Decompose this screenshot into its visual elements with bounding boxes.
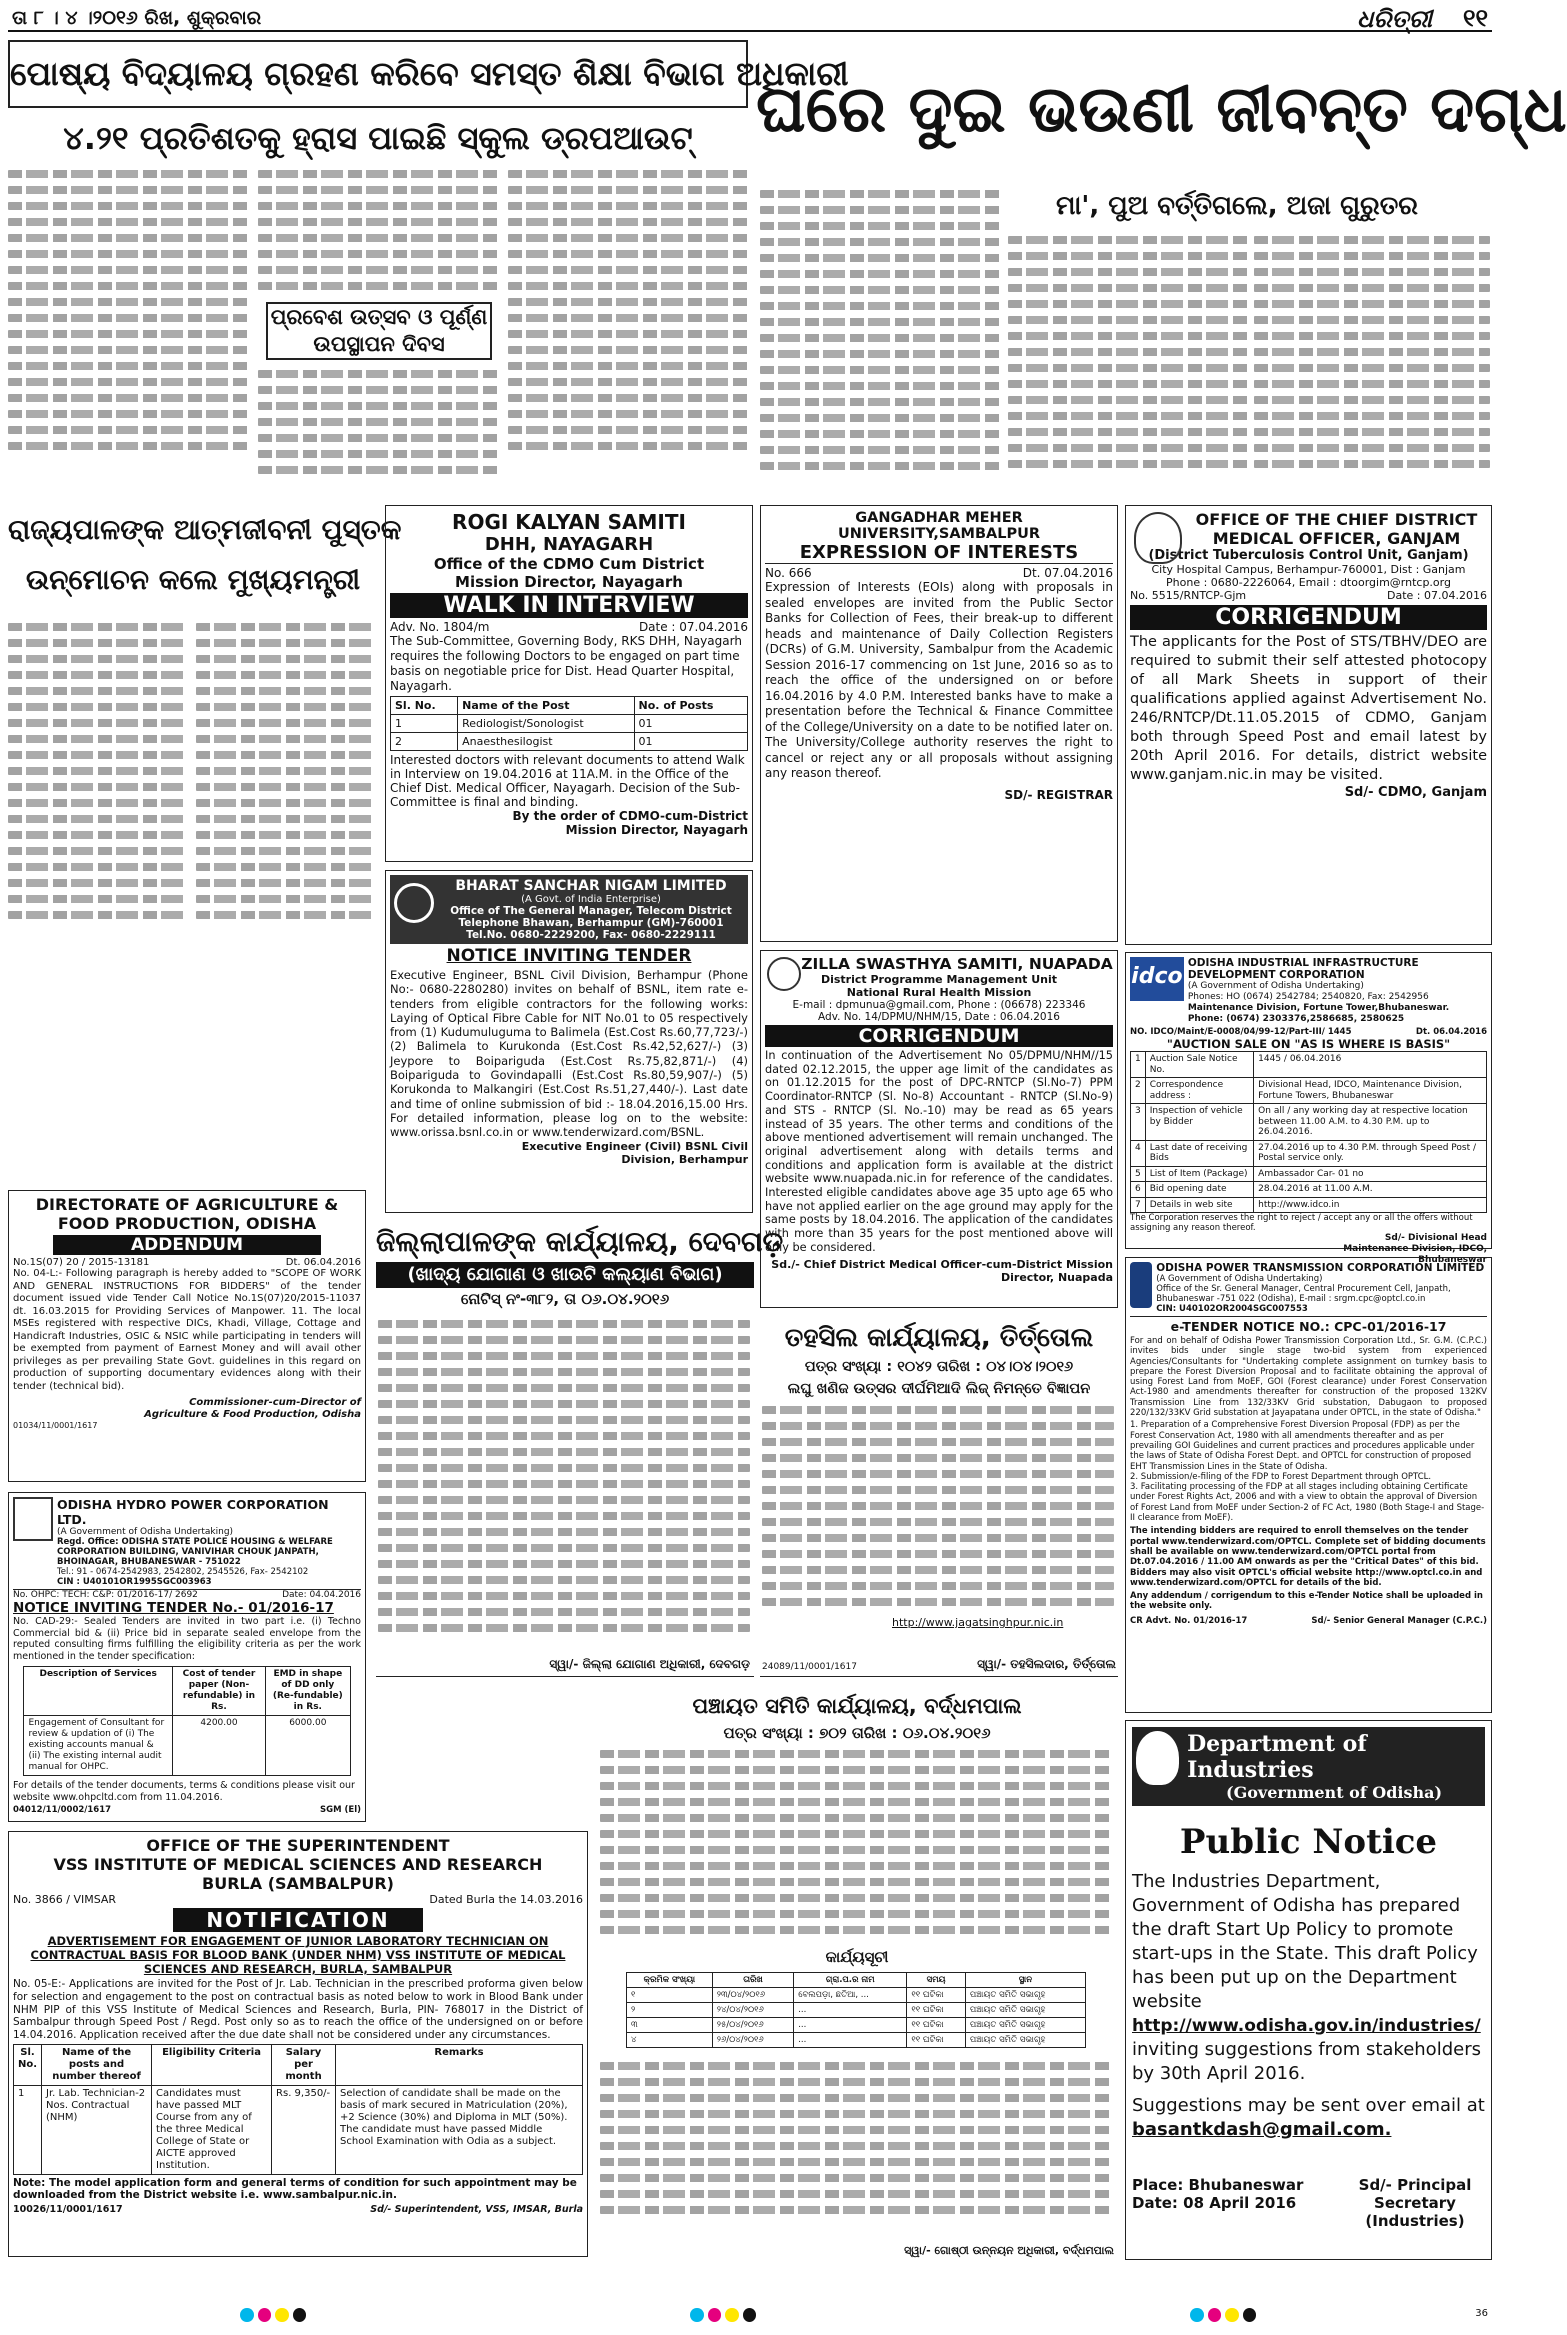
bsnl-addr: Telephone Bhawan, Berhampur (GM)-760001 [458, 917, 724, 929]
table-row: ୨ ୨୪/୦୪/୨୦୧୬ ... ୧୧ ଘଟିକା ପଞ୍ଚାୟତ ସମିତି ସଭାଗୃହ [627, 2003, 1086, 2018]
panchayat-sign: ସ୍ୱା/- ଗୋଷ୍ଠୀ ଉନ୍ନୟନ ଅଧିକାରୀ, ବର୍ଦ୍ଧମପାଲ [904, 2244, 1114, 2257]
rks-table: Sl. No. Name of the Post No. of Posts 1 Rediologist/Sonologist 01 2 Anaesthesilogist 01 [390, 696, 748, 751]
collector-sign: ସ୍ୱା/- ଜିଲ୍ଲା ଯୋଗାଣ ଅଧିକାରୀ, ଦେବଗଡ଼ [549, 1657, 750, 1671]
tahasil-sub: ଲଘୁ ଖଣିଜ ଉତ୍ସର ଦୀର୍ଘମିଆଦି ଲିଜ୍ ନିମନ୍ତେ ବିଜ୍ଞାପନ [787, 1381, 1091, 1397]
bsnl-sub: (A Govt. of India Enterprise) [521, 894, 661, 905]
ohpc-office: Regd. Office: ODISHA STATE POLICE HOUSING & WELFARE CORPORATION BUILDING, VANIVIHAR CHOUK JANPATH, BHOINAGAR, BHUBANESWAR - 751022 [57, 1537, 333, 1567]
tahasil-sign: ସ୍ୱା/- ତହସିଲଦାର, ତିର୍ତ୍ତୋଲ [977, 1657, 1116, 1671]
industries-place: Place: Bhubaneswar [1132, 2176, 1304, 2194]
ad-cdmo-ganjam [1125, 505, 1492, 945]
table-row: Engagement of Consultant for review & updation of (i) The existing accounts manual & (ii) The existing internal audit manual for OHPC. 4200.00 6000.00 [24, 1716, 350, 1776]
vss-table: Sl. No. Name of the posts and number thereof Eligibility Criteria Salary per month Remarks 1 Jr. Lab. Technician-2 Nos. Contractual (NHM) Candidates must have passed MLT Course from any of the three Medical College of State or AICTE approved Institution. Rs. 9,350/- Selection of candidate shall be made on the basis of mark secured in Matriculation (20%), +2 Science (30%) and Diploma in MLT (50%). The candidate must have passed Middle School Examination with Odia as a subject. [13, 2044, 583, 2175]
optcl-sub: (A Government of Odisha Undertaking) [1156, 1274, 1323, 1284]
ohpc-footer: For details of the tender documents, terms & conditions please visit our website www.ohpcltd.com from 11.04.2016. [13, 1780, 355, 1803]
collector-body [378, 1320, 750, 1640]
industries-sign: Sd/- Principal Secretary (Industries) [1358, 2176, 1472, 2230]
optcl-item-2: 2. Submission/e-filing of the FDP to Forest Department through OPTCL. [1130, 1471, 1432, 1482]
idco-logo-icon: idco [1130, 957, 1184, 1001]
table-row: 1 Jr. Lab. Technician-2 Nos. Contractual (NHM) Candidates must have passed MLT Course from any of the three Medical College of State or AICTE approved Institution. Rs. 9,350/- Selection of candidate shall be made on the basis of mark secured in Matriculation (20%), +2 Science (30%) and Diploma in MLT (50%). The candidate must have passed Middle School Examination with Odia as a subject. [14, 2085, 583, 2174]
idco-banner: "AUCTION SALE ON "AS IS WHERE IS BASIS" [1166, 1037, 1451, 1051]
table-row: 7 Details in web site http://www.idco.in [1131, 1197, 1487, 1213]
agri-date: Dt. 06.04.2016 [285, 1257, 361, 1268]
story2-headline: ଘରେ ଦୁଇ ଭଉଣୀ ଜୀବନ୍ତ ଦଗ୍ଧ [756, 73, 1567, 147]
optcl-logo-icon [1130, 1262, 1152, 1308]
idco-title: ODISHA INDUSTRIAL INFRASTRUCTURE DEVELOPMENT CORPORATION [1187, 957, 1419, 981]
ohpc-cin: CIN : U40101OR1995SGC003963 [57, 1577, 212, 1587]
nuapada-sub: District Programme Management Unit [820, 973, 1058, 986]
ganjam-banner: CORRIGENDUM [1130, 605, 1487, 630]
vss-title2: VSS INSTITUTE OF MEDICAL SCIENCES AND RESEARCH [53, 1855, 543, 1874]
table-row: ୪ ୨୬/୦୪/୨୦୧୬ ... ୧୧ ଘଟିକା ପଞ୍ଚାୟତ ସମିତି ସଭାଗୃହ [627, 2033, 1086, 2048]
story1-body-col2b [258, 370, 498, 482]
bsnl-sign: Executive Engineer (Civil) BSNL Civil Division, Berhampur [521, 1139, 748, 1166]
masthead [8, 4, 1492, 32]
page-code: 36 [1475, 2308, 1488, 2319]
optcl-sign: Sd/- Senior General Manager (C.P.C.) [1311, 1615, 1487, 1626]
ohpc-sub: (A Government of Odisha Undertaking) [57, 1527, 234, 1537]
idco-sign: Sd/- Divisional Head Maintenance Division, IDCO, Bhubaneswar [1343, 1233, 1487, 1265]
story2-body-col3 [1254, 236, 1490, 476]
table-row: 2 Anaesthesilogist 01 [391, 733, 748, 751]
table-row: 3 Inspection of vehicle by Bidder On all / any working day at respective location between 11.00 A.M. to 4.30 P.M. up to 26.04.2016. [1131, 1104, 1487, 1141]
bsnl-logo-icon [394, 883, 434, 923]
tahasil-title: ତହସିଲ କାର୍ଯ୍ୟାଳୟ, ତିର୍ତ୍ତୋଲ [784, 1323, 1094, 1353]
rks-date: Date : 07.04.2016 [638, 620, 748, 634]
panchayat-sub: କାର୍ଯ୍ୟସୂଚୀ [825, 1948, 889, 1966]
story-school-adoption [8, 40, 849, 490]
story1-boxed-subhead: ପ୍ରବେଶ ଉତ୍ସବ ଓ ପୂର୍ଣ୍ଣ ଉପସ୍ଥାପନ ଦିବସ [266, 302, 492, 360]
ad-department-of-industries [1125, 1720, 1492, 2260]
ganjam-sign: Sd/- CDMO, Ganjam [1344, 785, 1487, 800]
gmu-no: No. 666 [765, 566, 812, 580]
idco-no: NO. IDCO/Maint/E-0008/04/99-12/Part-III/ 1445 [1130, 1027, 1352, 1037]
idco-phone2: Phone: (0674) 2303376,2586685, 2580625 [1187, 1014, 1405, 1024]
gmu-sign: SD/- REGISTRAR [1004, 787, 1113, 802]
ohpc-date: Date: 04.04.2016 [282, 1590, 361, 1600]
tahasil-letter: ପତ୍ର ସଂଖ୍ୟା : ୧୦୪୨ ତାରିଖ : ୦୪।୦୪।୨୦୧୬ [804, 1359, 1074, 1375]
ohpc-no: No. OHPC: TECH: C&P: 01/2016-17/ 2692 [13, 1590, 198, 1600]
optcl-item-1: 1. Preparation of a Comprehensive Forest Diversion Proposal (FDP) as per the Forest Conservation Act, 1980 with all amendments thereafter and as per prevailing GOI Guidelines and current practices and procedures applicable under the laws of State of Odisha Forest Dept. and OPTCL for construction of proposed EHT Transmission Lines in the State of Odisha. [1130, 1420, 1475, 1472]
vss-code: 10026/11/0001/1617 [13, 2203, 123, 2215]
vss-date: Dated Burla the 14.03.2016 [429, 1893, 583, 1906]
ganjam-body: The applicants for the Post of STS/TBHV/DEO are required to submit their self attested photocopy of all Mark Sheets in support of their qualifications applied against Advertisement No. 246/RNTCP/Dt.11.05.2015 of CDMO, Ganjam both through Speed Post and email latest by 20th April 2016. For details, district website www.ganjam.nic.in may be visited. [1130, 634, 1487, 783]
panchayat-table: କ୍ରମିକ ସଂଖ୍ୟା ତାରିଖ ଗ୍ରା.ପ.ର ନାମ ସମୟ ସ୍ଥାନ ୧ ୨୩/୦୪/୨୦୧୬ ବେଲପଡ଼ା, ଛତିଆ, ... ୧୧ ଘଟିକା ପଞ୍ଚାୟତ ସମିତି ସଭାଗୃହ ୨ ୨୪/୦୪/୨୦୧୬ ... ୧୧ ଘଟିକା ପଞ୍ଚାୟତ ସମିତି ସଭାଗୃହ ୩ ୨୫/୦୪/୨୦୧୬ ... ୧୧ ଘଟିକା ପଞ୍ଚାୟତ ସମିତି ସଭାଗୃହ ୪ ୨୬/୦୪/୨୦୧୬ ... ୧୧ ଘଟିକା ପଞ୍ଚାୟତ ସମିତି ସଭାଗୃହ [626, 1972, 1086, 2048]
industries-body2: inviting suggestions from stakeholders by 30th April 2016. [1132, 2039, 1481, 2084]
vss-banner: NOTIFICATION [173, 1908, 423, 1932]
ad-tahasil-tirtol [760, 1320, 1118, 1677]
gmu-banner: EXPRESSION OF INTERESTS [765, 542, 1113, 564]
industries-gov: (Government of Odisha) [1226, 1783, 1443, 1802]
vss-title: OFFICE OF THE SUPERINTENDENT [146, 1836, 450, 1855]
gmu-title: GANGADHAR MEHER UNIVERSITY,SAMBALPUR [837, 510, 1041, 542]
story-governor-book [8, 505, 402, 1115]
nuapada-email: E-mail : dpmunua@gmail.com, Phone : (06678) 223346 [792, 999, 1086, 1011]
story1-headline: ପୋଷ୍ୟ ବିଦ୍ୟାଳୟ ଗ୍ରହଣ କରିବେ ସମସ୍ତ ଶିକ୍ଷା ବିଭାଗ ଅଧିକାରୀ [8, 40, 748, 108]
idco-sub: (A Government of Odisha Undertaking) [1187, 981, 1364, 991]
table-row: ୧ ୨୩/୦୪/୨୦୧୬ ବେଲପଡ଼ା, ଛତିଆ, ... ୧୧ ଘଟିକା ପଞ୍ଚାୟତ ସମିତି ସଭାଗୃହ [627, 1988, 1086, 2003]
rks-footer: Interested doctors with relevant documents to attend Walk in Interview on 19.04.2016 at 11A.M. in the Office of the Chief Dist. Medical Officer, Nayagarh. Decision of the Sub-Committee is final and binding. [390, 753, 745, 809]
optcl-office: Office of the Sr. General Manager, Central Procurement Cell, Janpath, Bhubaneswar -751 022 (Odisha), E-mail : srgm.cpc@optcl.co.in [1156, 1284, 1451, 1304]
vss-title3: BURLA (SAMBALPUR) [202, 1874, 394, 1893]
bsnl-office: Office of The General Manager, Telecom District [450, 905, 732, 917]
story2-subhead: ମା', ପୁଅ ବର୍ତ୍ତିଗଲେ, ଅଜା ଗୁରୁତର [1056, 191, 1419, 221]
rks-title: ROGI KALYAN SAMITI [452, 510, 686, 534]
ganjam-date: Date : 07.04.2016 [1387, 589, 1487, 602]
ad-bsnl-tender [385, 870, 753, 1213]
table-row: 2 Correspondence address : Divisional Head, IDCO, Maintenance Division, Fortune Towers, Bhubaneswar [1131, 1078, 1487, 1104]
story-sisters-burnt [756, 40, 1567, 490]
ad-idco-auction [1125, 952, 1492, 1265]
industries-dept: Department of Industries [1187, 1731, 1367, 1783]
ad-zilla-swasthya-nuapada [760, 950, 1118, 1308]
ad-collector-deogarh [376, 1222, 784, 1677]
ganjam-no: No. 5515/RNTCP-Gjm [1130, 589, 1247, 602]
bsnl-title: BHARAT SANCHAR NIGAM LIMITED [455, 878, 727, 894]
ohpc-banner: NOTICE INVITING TENDER No.- 01/2016-17 [13, 1600, 334, 1616]
ad-optcl-etender [1125, 1257, 1492, 1713]
panchayat-body [600, 1750, 1112, 1942]
collector-title: ଜିଲ୍ଲାପାଳଙ୍କ କାର୍ଯ୍ୟାଳୟ, ଦେବଗଡ଼ [376, 1225, 784, 1258]
gmu-body: Expression of Interests (EOIs) along with proposals in sealed envelopes are invited from the Public Sector Banks for Collection of Fees, their break-up to different heads and maintenance of Daily Collection Registers (DCRs) of G.M. University, Sambalpur from the Academic Session 2016-17 commencing on 1st June, 2016 so as to reach the office of the undersigned on or before 16.04.2016 by 4.0 P.M. Interested banks have to make a presentation before the Technical & Finance Committee of the College/University on a date to be notified later on. The University/College authority reserves the right to cancel or reject any or all proposals without assigning any reason thereof. [765, 580, 1113, 780]
story3-headline-2: ଉନ୍ମୋଚନ କଲେ ମୁଖ୍ୟମନ୍ତ୍ରୀ [25, 563, 361, 596]
optcl-title: ODISHA POWER TRANSMISSION CORPORATION LIMITED [1156, 1262, 1485, 1274]
rks-office: Office of the CDMO Cum District Mission Director, Nayagarh [433, 555, 705, 591]
idco-office: Maintenance Division, Fortune Tower,Bhubaneswar. [1187, 1003, 1450, 1013]
panchayat-letter: ପତ୍ର ସଂଖ୍ୟା : ୭୦୨ ତାରିଖ : ୦୬.୦୪.୨୦୧୬ [723, 1724, 991, 1742]
story2-body-col2 [1008, 236, 1248, 476]
optcl-addendum: Any addendum / corrigendum to this e-Tender Notice shall be uploaded in the website only. [1130, 1591, 1483, 1612]
industries-email[interactable]: basantkdash@gmail.com. [1132, 2119, 1392, 2140]
ohpc-title: ODISHA HYDRO POWER CORPORATION LTD. [57, 1497, 329, 1527]
agri-code: 01034/11/0001/1617 [13, 1421, 98, 1430]
industries-body3: Suggestions may be sent over email at [1132, 2095, 1485, 2116]
table-row: 5 List of Item (Package) Ambassador Car- 01 no [1131, 1166, 1487, 1182]
collector-banner: (ଖାଦ୍ୟ ଯୋଗାଣ ଓ ଖାଉଟି କଲ୍ୟାଣ ବିଭାଗ) [376, 1262, 754, 1288]
agri-body: No. 04-L:- Following paragraph is hereby added to "SCOPE OF WORK AND GENERAL INSTRUCTIONS FOR BIDDERS" of the tender document issued vide Tender Call Notice No.1S(07)20/2015-11037 dt. 16.03.2015 for Providing Services of Manpower. 11. The local MSEs registered with respective DICs, Khadi, Village, Cottage and Handicraft Industries, OSIC & NSIC while participating in tenders will be exempted from payment of Earnest Money and will avail other privileges as per prevailing State Govt. guidelines in this regard on production of supporting documentary evidences along with their tender (technical bid). [13, 1268, 361, 1392]
ad-rogi-kalyan-samiti [385, 505, 753, 862]
ganjam-addr: City Hospital Campus, Berhampur-760001, Dist : Ganjam [1151, 563, 1466, 576]
nuapada-sub2: National Rural Health Mission [846, 986, 1032, 999]
tahasil-website[interactable]: http://www.jagatsinghpur.nic.in [892, 1616, 1064, 1629]
collector-notice: ନୋଟିସ୍ ନଂ-୩୮୨, ତା ୦୬.୦୪.୨୦୧୬ [460, 1290, 670, 1308]
ohpc-tel: Tel.: 91 - 0674-2542983, 2542802, 2545526, Fax- 2542102 [57, 1567, 309, 1577]
rks-sub: DHH, NAYAGARH [484, 534, 654, 555]
optcl-footer: The intending bidders are required to enroll themselves on the tender portal www.tenderwizard.com/OPTCL. Complete set of bidding documents shall be available on www.tenderwizard.com/OPTCL portal from Dt.07.04.2016 / 11.00 AM onwards as per the "Critical Dates" of this bid. Bidders may also visit OPTCL's official website http://www.optcl.co.in and www.tenderwizard.com/OPTCL for details of the bid. [1130, 1526, 1486, 1588]
idco-note: The Corporation reserves the right to reject / accept any or all the offers without assigning any reason thereof. [1130, 1213, 1473, 1233]
nuapada-sign: Sd./- Chief District Medical Officer-cum-District Mission Director, Nuapada [771, 1257, 1113, 1284]
vss-sign: Sd/- Superintendent, VSS, IMSAR, Burla [370, 2203, 583, 2215]
nrhm-logo-icon [767, 957, 801, 991]
ganjam-sub: (District Tuberculosis Control Unit, Ganjam) [1148, 548, 1469, 563]
panchayat-title: ପଞ୍ଚାୟତ ସମିତି କାର୍ଯ୍ୟାଳୟ, ବର୍ଦ୍ଧମପାଲ [692, 1694, 1022, 1718]
story1-subhead: ୪.୨୧ ପ୍ରତିଶତକୁ ହ୍ରାସ ପାଇଛି ସ୍କୁଲ ଡ୍ରପଆଉଟ୍ [63, 119, 693, 157]
bsnl-body: Executive Engineer, BSNL Civil Division, Berhampur (Phone No:- 0680-2280280) invites on behalf of BSNL, item rate e-tenders from eligible contractors for the following works: Laying of Optical Fibre Cable for NIT No.01 to 05 respectively from (1) Kudumuluguma to Balimela (Est.Cost Rs.60,77,723/-) (2) Balimela to Kurukonda (Est.Cost Rs.42,52,627/-) (3) Jeypore to Boipariguda (Est.Cost Rs.75,82,871/-) (4) Boipariguda to Govindapalli (Est.Cost Rs.80,59,907/-) (5) Korukonda to Malkangiri (Est.Cost Rs.51,27,440/-). Last date and time of online submission of bid :- 18.04.2016,15.00 Hrs. For detailed information, please log on to the website: www.orissa.bsnl.co.in or www.tenderwizard.com/BSNL. [390, 968, 748, 1140]
vss-note: Note: The model application form and general terms of condition for such appointment may be downloaded from the District website i.e. www.sambalpur.nic.in. [13, 2176, 577, 2202]
bsnl-banner: NOTICE INVITING TENDER [446, 946, 692, 966]
table-row: 6 Bid opening date 28.04.2016 at 11.00 A.M. [1131, 1182, 1487, 1198]
rks-sign: By the order of CDMO-cum-District Mission Director, Nayagarh [512, 809, 748, 837]
story1-body-col2 [258, 170, 498, 298]
industries-date: Date: 08 April 2016 [1132, 2194, 1297, 2212]
industries-title: Public Notice [1179, 1822, 1438, 1862]
ohpc-code: 04012/11/0002/1617 [13, 1805, 112, 1815]
agri-no: No.1S(07) 20 / 2015-13181 [13, 1257, 150, 1268]
ad-gangadhar-meher-university [760, 505, 1118, 942]
nuapada-adv: Adv. No. 14/DPMU/NHM/15, Date : 06.04.2016 [818, 1011, 1060, 1023]
bsnl-tel: Tel.No. 0680-2229200, Fax- 0680-2229111 [466, 929, 716, 941]
story1-body-col1 [8, 170, 248, 458]
vss-body: No. 05-E:- Applications are invited for the Post of Jr. Lab. Technician in the prescribed proforma given below for selection and engagement to the post on contractual basis as noted below to work in Blood Bank under NHM PIP of this VSS Institute of Medical Sciences and Research, Burla, PIN- 768017 in the District of Sambalpur through Speed Post / Regd. Post only so as to reach the office of the undersigned on or before 14.04.2016. Application received after the due date shall not be considered under any circumstances. [13, 1978, 583, 2042]
table-row: 1 Rediologist/Sonologist 01 [391, 715, 748, 733]
optcl-banner: e-TENDER NOTICE NO.: CPC-01/2016-17 [1170, 1319, 1447, 1334]
ohpc-body: No. CAD-29:- Sealed Tenders are invited in two part i.e. (i) Techno Commercial bid & (ii) Price bid in separate sealed envelope from the reputed consulting firms fulfilling the eligibility criteria as per the work mentioned in the tender specification: [13, 1616, 361, 1662]
rks-adv-no: Adv. No. 1804/m [390, 620, 490, 634]
table-row: ୩ ୨୫/୦୪/୨୦୧୬ ... ୧୧ ଘଟିକା ପଞ୍ଚାୟତ ସମିତି ସଭାଗୃହ [627, 2018, 1086, 2033]
ohpc-table: Description of Services Cost of tender paper (Non-refundable) in Rs. EMD in shape of DD only (Re-fundable) in Rs. Engagement of Consultant for review & updation of (i) The existing accounts manual & (ii) The existing internal audit manual for OHPC. 4200.00 6000.00 [23, 1666, 350, 1776]
idco-phones: Phones: HO (0674) 2542784; 2540820, Fax: 2542956 [1187, 992, 1429, 1002]
nuapada-banner: CORRIGENDUM [765, 1025, 1113, 1047]
idco-table [1130, 1051, 1487, 1213]
story1-body-col3 [508, 170, 748, 458]
industries-url[interactable]: http://www.odisha.gov.in/industries/ [1132, 2016, 1481, 2036]
agri-banner: ADDENDUM [53, 1235, 321, 1255]
table-row: 4 Last date of receiving Bids 27.04.2016 up to 4.30 P.M. through Speed Post / Postal service only. [1131, 1140, 1487, 1166]
story3-body-col1 [8, 623, 186, 927]
industries-body: The Industries Department, Government of Odisha has prepared the draft Start Up Policy to promote start-ups in the State. This draft Policy has been put up on the Department website [1132, 1871, 1478, 2012]
table-row: 1 Auction Sale Notice No. 1445 / 06.04.2016 [1131, 1052, 1487, 1078]
ganjam-phone: Phone : 0680-2226064, Email : dtoorgim@rntcp.org [1166, 576, 1451, 589]
page-number: ୧୧ [1462, 4, 1488, 32]
ganjam-title: OFFICE OF THE CHIEF DISTRICT MEDICAL OFFICER, GANJAM [1195, 510, 1478, 548]
tahasil-code: 24089/11/0001/1617 [762, 1662, 857, 1672]
ad-vss-vimsar [8, 1831, 588, 2257]
ohpc-logo-icon [13, 1497, 53, 1541]
optcl-body: For and on behalf of Odisha Power Transmission Corporation Ltd., Sr. G.M. (C.P.C.) invites bids under single stage two-bid system from experienced Agencies/Consultants for "Undertaking complete assignment on turnkey basis to prepare the Forest Diversion Proposal and to facilitate obtaining the approval of using Forest Land from MoEF, GOI (Forest clearance) under Forest Conservation Act-1980 and amendments thereafter for construction of the proposed 132KV Transmission Line from 132/33KV Grid substation, Dabugaon to proposed 220/132/33KV Grid substation at Jayapatana under OPTCL, in the state of Odisha." [1130, 1336, 1487, 1419]
ad-panchayat-samiti [596, 1690, 1118, 2260]
tahasil-body [762, 1406, 1114, 1614]
story2-body-col1 [760, 190, 1000, 478]
edition-date: ତା ୮ । ୪ ।୨୦୧୬ ରିଖ, ଶୁକ୍ରବାର [12, 7, 262, 29]
odisha-emblem-icon [1136, 1731, 1179, 1785]
idco-date: Dt. 06.04.2016 [1415, 1027, 1487, 1037]
print-registration-marks [0, 2300, 1500, 2330]
gmu-date: Dt. 07.04.2016 [1022, 566, 1113, 580]
vss-no: No. 3866 / VIMSAR [13, 1893, 117, 1906]
agri-sign: Commissioner-cum-Director of Agriculture & Food Production, Odisha [144, 1397, 361, 1420]
panchayat-notes [600, 2062, 1112, 2222]
ad-directorate-agriculture [8, 1190, 366, 1482]
ohpc-sign: SGM (El) [319, 1805, 361, 1815]
agri-title: DIRECTORATE OF AGRICULTURE & FOOD PRODUCTION, ODISHA [35, 1195, 339, 1233]
ad-ohpc-tender [8, 1492, 366, 1822]
story3-body-col2 [196, 623, 374, 927]
paper-name: ଧରିତ୍ରୀ [1357, 4, 1432, 33]
nuapada-body: In continuation of the Advertisement No 05/DPMU/NHM//15 dated 02.12.2015, the upper age limit of the candidates as on 01.12.2015 for the post of DPC-RNTCP (Sl.No-7) PPM Coordinator-RNTCP (Sl. No-8) Accountant - RNTCP (Sl.No-9) and STS - RNTCP (Sl. No.-10) may be read as 65 years instead of 35 years. The other terms and conditions of the above mentioned advertisement will remain unchanged. The original advertisement along with details terms and conditions and application form is available at the district website www.nuapada.nic.in for reference of the candidates. Interested eligible candidates above age 35 upto age 65 who have not applied earlier on the age ground may apply for the same posts by 18.04.2016. The application of the candidates with more than 35 years for the post mentioned above will only be considered. [765, 1049, 1113, 1254]
odisha-emblem-icon [1134, 512, 1182, 564]
story3-headline-1: ରାଜ୍ୟପାଳଙ୍କ ଆତ୍ମଜୀବନୀ ପୁସ୍ତକ [8, 513, 402, 546]
vss-subhead: ADVERTISEMENT FOR ENGAGEMENT OF JUNIOR LABORATORY TECHNICIAN ON CONTRACTUAL BASIS FOR BLOOD BANK (UNDER NHM) VSS INSTITUTE OF MEDICAL SCIENCES AND RESEARCH, BURLA, SAMBALPUR [30, 1934, 566, 1976]
optcl-item-3: 3. Facilitating processing of the FDP at all stages including obtaining Certificate under Forest Rights Act, 2006 and with a view to obtain the approval of Diversion of Forest Land from MoEF under Section-2 of FC Act, 1980 (Both Stage-I and Stage-II clearance from MoEF). [1130, 1482, 1485, 1524]
nuapada-title: ZILLA SWASTHYA SAMITI, NUAPADA [801, 955, 1113, 973]
rks-body: The Sub-Committee, Governing Body, RKS DHH, Nayagarh requires the following Doctors to be engaged on part time basis on negotiable price for Dist. Head Quarter Hospital, Nayagarh. [390, 634, 742, 693]
optcl-cr: CR Advt. No. 01/2016-17 [1130, 1615, 1248, 1626]
rks-banner: WALK IN INTERVIEW [390, 593, 748, 618]
optcl-cin: CIN: U40102OR2004SGC007553 [1156, 1304, 1308, 1314]
